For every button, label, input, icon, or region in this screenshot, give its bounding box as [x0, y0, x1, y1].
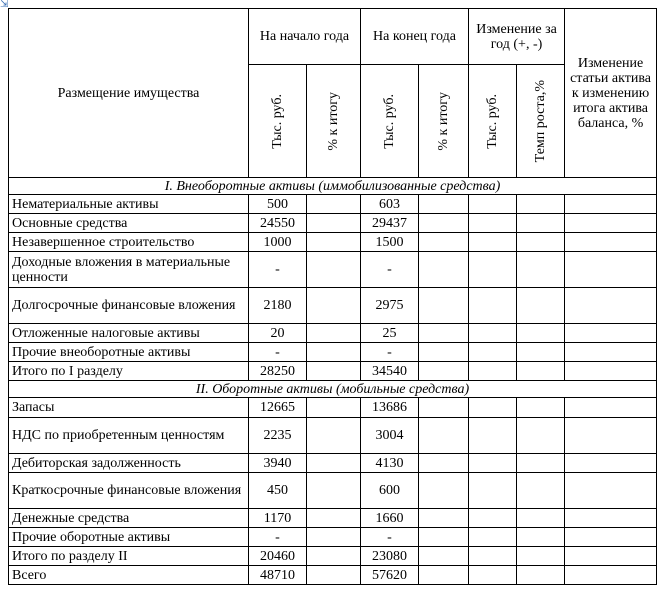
table-row	[9, 418, 657, 454]
end-value: 25	[361, 324, 419, 343]
row-name: Итого по разделу II	[9, 547, 249, 566]
start-value: -	[249, 528, 307, 547]
change-value	[469, 252, 517, 288]
start-percent	[307, 398, 361, 418]
end-percent	[419, 418, 469, 454]
growth-rate	[517, 398, 565, 418]
share-change	[565, 528, 657, 547]
start-percent	[307, 454, 361, 473]
end-value: -	[361, 343, 419, 362]
growth-rate	[517, 454, 565, 473]
change-value	[469, 418, 517, 454]
growth-rate	[517, 547, 565, 566]
start-percent	[307, 288, 361, 324]
end-percent	[419, 547, 469, 566]
table-row	[9, 195, 657, 214]
share-change	[565, 252, 657, 288]
start-percent	[307, 324, 361, 343]
document-page	[8, 8, 657, 585]
row-name: Дебиторская задолженность	[9, 454, 249, 473]
table-anchor-icon: ⇲	[0, 0, 9, 10]
share-change	[565, 195, 657, 214]
row-name: Незавершенное строительство	[9, 233, 249, 252]
row-name: Денежные средства	[9, 509, 249, 528]
row-name: Доходные вложения в материальные ценности	[9, 252, 249, 288]
end-percent	[419, 454, 469, 473]
start-percent	[307, 528, 361, 547]
section-title: I. Внеоборотные активы (иммобилизованные средства)	[9, 178, 657, 195]
start-percent	[307, 252, 361, 288]
share-change	[565, 509, 657, 528]
table-row	[9, 398, 657, 418]
header-share: Изменение статьи актива к изменению итога актива баланса, %	[565, 9, 657, 178]
section-title: II. Оборотные активы (мобильные средства)	[9, 381, 657, 398]
end-percent	[419, 288, 469, 324]
share-change	[565, 418, 657, 454]
start-value: 500	[249, 195, 307, 214]
share-change	[565, 324, 657, 343]
table-row	[9, 362, 657, 381]
subheader-change-thousand: Тыс. руб.	[469, 65, 517, 178]
start-percent	[307, 362, 361, 381]
end-value: 57620	[361, 566, 419, 585]
start-percent	[307, 418, 361, 454]
growth-rate	[517, 473, 565, 509]
end-percent	[419, 343, 469, 362]
start-percent	[307, 473, 361, 509]
end-value: -	[361, 528, 419, 547]
start-value: 24550	[249, 214, 307, 233]
start-value: 20460	[249, 547, 307, 566]
growth-rate	[517, 195, 565, 214]
end-value: 1660	[361, 509, 419, 528]
change-value	[469, 324, 517, 343]
start-percent	[307, 547, 361, 566]
end-value: 3004	[361, 418, 419, 454]
row-name: Прочие оборотные активы	[9, 528, 249, 547]
table-row	[9, 214, 657, 233]
change-value	[469, 547, 517, 566]
share-change	[565, 233, 657, 252]
growth-rate	[517, 566, 565, 585]
share-change	[565, 566, 657, 585]
row-name: Итого по I разделу	[9, 362, 249, 381]
table-row	[9, 233, 657, 252]
row-name: Нематериальные активы	[9, 195, 249, 214]
header-end: На конец года	[361, 9, 469, 65]
end-value: 603	[361, 195, 419, 214]
start-value: 1000	[249, 233, 307, 252]
start-value: 20	[249, 324, 307, 343]
start-value: 12665	[249, 398, 307, 418]
header-start: На начало года	[249, 9, 361, 65]
end-value: 1500	[361, 233, 419, 252]
growth-rate	[517, 362, 565, 381]
change-value	[469, 454, 517, 473]
change-value	[469, 528, 517, 547]
end-percent	[419, 528, 469, 547]
section-row	[9, 381, 657, 398]
end-value: 34540	[361, 362, 419, 381]
row-name: Отложенные налоговые активы	[9, 324, 249, 343]
growth-rate	[517, 214, 565, 233]
change-value	[469, 233, 517, 252]
table-row	[9, 509, 657, 528]
end-value: 4130	[361, 454, 419, 473]
start-value: -	[249, 343, 307, 362]
table-row	[9, 252, 657, 288]
start-value: 2180	[249, 288, 307, 324]
table-row	[9, 528, 657, 547]
start-percent	[307, 214, 361, 233]
share-change	[565, 473, 657, 509]
balance-table	[8, 8, 657, 585]
end-value: 13686	[361, 398, 419, 418]
change-value	[469, 398, 517, 418]
growth-rate	[517, 343, 565, 362]
change-value	[469, 362, 517, 381]
start-value: -	[249, 252, 307, 288]
header-item: Размещение имущества	[9, 9, 249, 178]
start-value: 450	[249, 473, 307, 509]
end-value: 29437	[361, 214, 419, 233]
change-value	[469, 195, 517, 214]
start-percent	[307, 343, 361, 362]
share-change	[565, 547, 657, 566]
end-percent	[419, 252, 469, 288]
growth-rate	[517, 324, 565, 343]
change-value	[469, 509, 517, 528]
start-percent	[307, 566, 361, 585]
start-percent	[307, 233, 361, 252]
share-change	[565, 343, 657, 362]
subheader-end-thousand: Тыс. руб.	[361, 65, 419, 178]
end-percent	[419, 566, 469, 585]
growth-rate	[517, 418, 565, 454]
subheader-growth-rate: Темп роста,%	[517, 65, 565, 178]
row-name: Долгосрочные финансовые вложения	[9, 288, 249, 324]
share-change	[565, 362, 657, 381]
table-row	[9, 547, 657, 566]
share-change	[565, 214, 657, 233]
growth-rate	[517, 288, 565, 324]
section-row	[9, 178, 657, 195]
end-percent	[419, 362, 469, 381]
subheader-start-percent: % к итогу	[307, 65, 361, 178]
growth-rate	[517, 509, 565, 528]
start-value: 2235	[249, 418, 307, 454]
table-row	[9, 473, 657, 509]
row-name: Краткосрочные финансовые вложения	[9, 473, 249, 509]
header-change: Изменение за год (+, -)	[469, 9, 565, 65]
table-row	[9, 324, 657, 343]
subheader-start-thousand: Тыс. руб.	[249, 65, 307, 178]
row-name: Основные средства	[9, 214, 249, 233]
end-percent	[419, 195, 469, 214]
table-body	[9, 178, 657, 585]
end-percent	[419, 398, 469, 418]
end-percent	[419, 473, 469, 509]
table-row	[9, 454, 657, 473]
change-value	[469, 214, 517, 233]
change-value	[469, 566, 517, 585]
start-value: 1170	[249, 509, 307, 528]
row-name: Всего	[9, 566, 249, 585]
row-name: Прочие внеоборотные активы	[9, 343, 249, 362]
start-value: 3940	[249, 454, 307, 473]
end-percent	[419, 324, 469, 343]
end-percent	[419, 233, 469, 252]
share-change	[565, 398, 657, 418]
subheader-end-percent: % к итогу	[419, 65, 469, 178]
growth-rate	[517, 233, 565, 252]
end-value: 2975	[361, 288, 419, 324]
end-value: 23080	[361, 547, 419, 566]
end-value: 600	[361, 473, 419, 509]
end-percent	[419, 214, 469, 233]
change-value	[469, 288, 517, 324]
change-value	[469, 473, 517, 509]
row-name: Запасы	[9, 398, 249, 418]
row-name: НДС по приобретенным ценностям	[9, 418, 249, 454]
table-row	[9, 288, 657, 324]
start-percent	[307, 509, 361, 528]
end-percent	[419, 509, 469, 528]
end-value: -	[361, 252, 419, 288]
share-change	[565, 454, 657, 473]
start-value: 28250	[249, 362, 307, 381]
start-percent	[307, 195, 361, 214]
table-row	[9, 566, 657, 585]
start-value: 48710	[249, 566, 307, 585]
table-row	[9, 343, 657, 362]
growth-rate	[517, 252, 565, 288]
growth-rate	[517, 528, 565, 547]
change-value	[469, 343, 517, 362]
share-change	[565, 288, 657, 324]
